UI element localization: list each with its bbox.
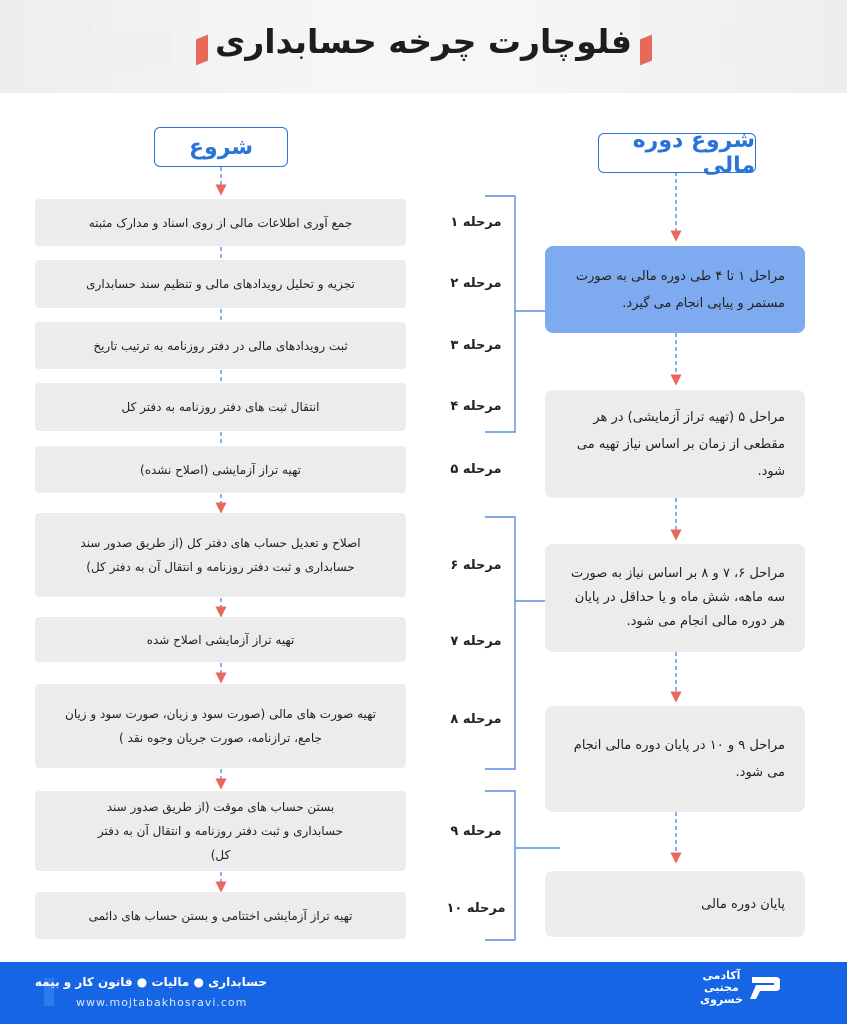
brand-logo-icon xyxy=(748,973,782,1001)
step-box-9: بستن حساب های موقت (از طریق صدور سند حسابداری و ثبت دفتر روزنامه و انتقال آن به دفتر کل) xyxy=(35,791,406,871)
watermark-text: خسروی xyxy=(20,55,98,79)
footer-website-link[interactable]: www.mojtabakhosravi.com xyxy=(76,996,248,1009)
footer-brand-line: آکادمی xyxy=(702,969,741,982)
footer-categories: حسابداری ● مالیات ● قانون کار و بیمه xyxy=(34,975,267,989)
step-box-3: ثبت رویدادهای مالی در دفتر روزنامه به ترتیب تاریخ xyxy=(35,322,406,369)
step-label-6: مرحله ۶ xyxy=(450,558,502,573)
step-box-1: جمع آوری اطلاعات مالی از روی اسناد و مدارک مثبته xyxy=(35,199,406,246)
step-label-7: مرحله ۷ xyxy=(450,634,502,649)
info-box-step-5: مراحل ۵ (تهیه تراز آزمایشی) در هر مقطعی از زمان بر اساس نیاز تهیه می شود. xyxy=(545,390,805,498)
step-box-8: تهیه صورت های مالی (صورت سود و زیان، صورت سود و زیان جامع، ترازنامه، صورت جریان وجوه نقد ) xyxy=(35,684,406,768)
step-box-10: تهیه تراز آزمایشی اختتامی و بستن حساب های دائمی xyxy=(35,892,406,939)
step-label-8: مرحله ۸ xyxy=(450,712,502,727)
step-label-1: مرحله ۱ xyxy=(450,215,502,230)
info-box-steps-1-4: مراحل ۱ تا ۴ طی دوره مالی به صورت مستمر و پیاپی انجام می گیرد. xyxy=(545,246,805,333)
step-label-5: مرحله ۵ xyxy=(450,462,502,477)
fiscal-period-end-box: پایان دوره مالی xyxy=(545,871,805,937)
footer-brand-line: مجتبی xyxy=(704,981,739,994)
step-box-2: تجزیه و تحلیل رویدادهای مالی و تنظیم سند حسابداری xyxy=(35,260,406,308)
info-box-steps-6-8: مراحل ۶، ۷ و ۸ بر اساس نیاز به صورت سه ماهه، شش ماه و یا حداقل در پایان هر دوره مالی انجام می شود. xyxy=(545,544,805,652)
step-label-2: مرحله ۲ xyxy=(450,276,502,291)
watermark-text: مجتبی xyxy=(27,37,91,61)
fiscal-period-start-pill: شروع دوره مالی xyxy=(598,133,756,173)
info-box-steps-9-10: مراحل ۹ و ۱۰ در پایان دوره مالی انجام می شود. xyxy=(545,706,805,812)
footer-brand-text xyxy=(700,970,743,1006)
step-box-4: انتقال ثبت های دفتر روزنامه به دفتر کل xyxy=(35,383,406,431)
watermark-text: آکادمی xyxy=(24,19,94,43)
step-label-4: مرحله ۴ xyxy=(450,399,502,414)
start-pill: شروع xyxy=(154,127,288,167)
step-box-7: تهیه تراز آزمایشی اصلاح شده xyxy=(35,617,406,662)
step-label-3: مرحله ۳ xyxy=(450,338,502,353)
step-label-9: مرحله ۹ xyxy=(450,824,502,839)
footer-brand-line: خسروی xyxy=(700,993,743,1006)
page-title: فلوچارت چرخه حسابداری xyxy=(215,22,632,61)
step-label-10: مرحله ۱۰ xyxy=(446,901,506,916)
step-box-6: اصلاح و تعدیل حساب های دفتر کل (از طریق صدور سند حسابداری و ثبت دفتر روزنامه و انتقال آن به دفتر کل) xyxy=(35,513,406,597)
step-box-5: تهیه تراز آزمایشی (اصلاح نشده) xyxy=(35,446,406,493)
